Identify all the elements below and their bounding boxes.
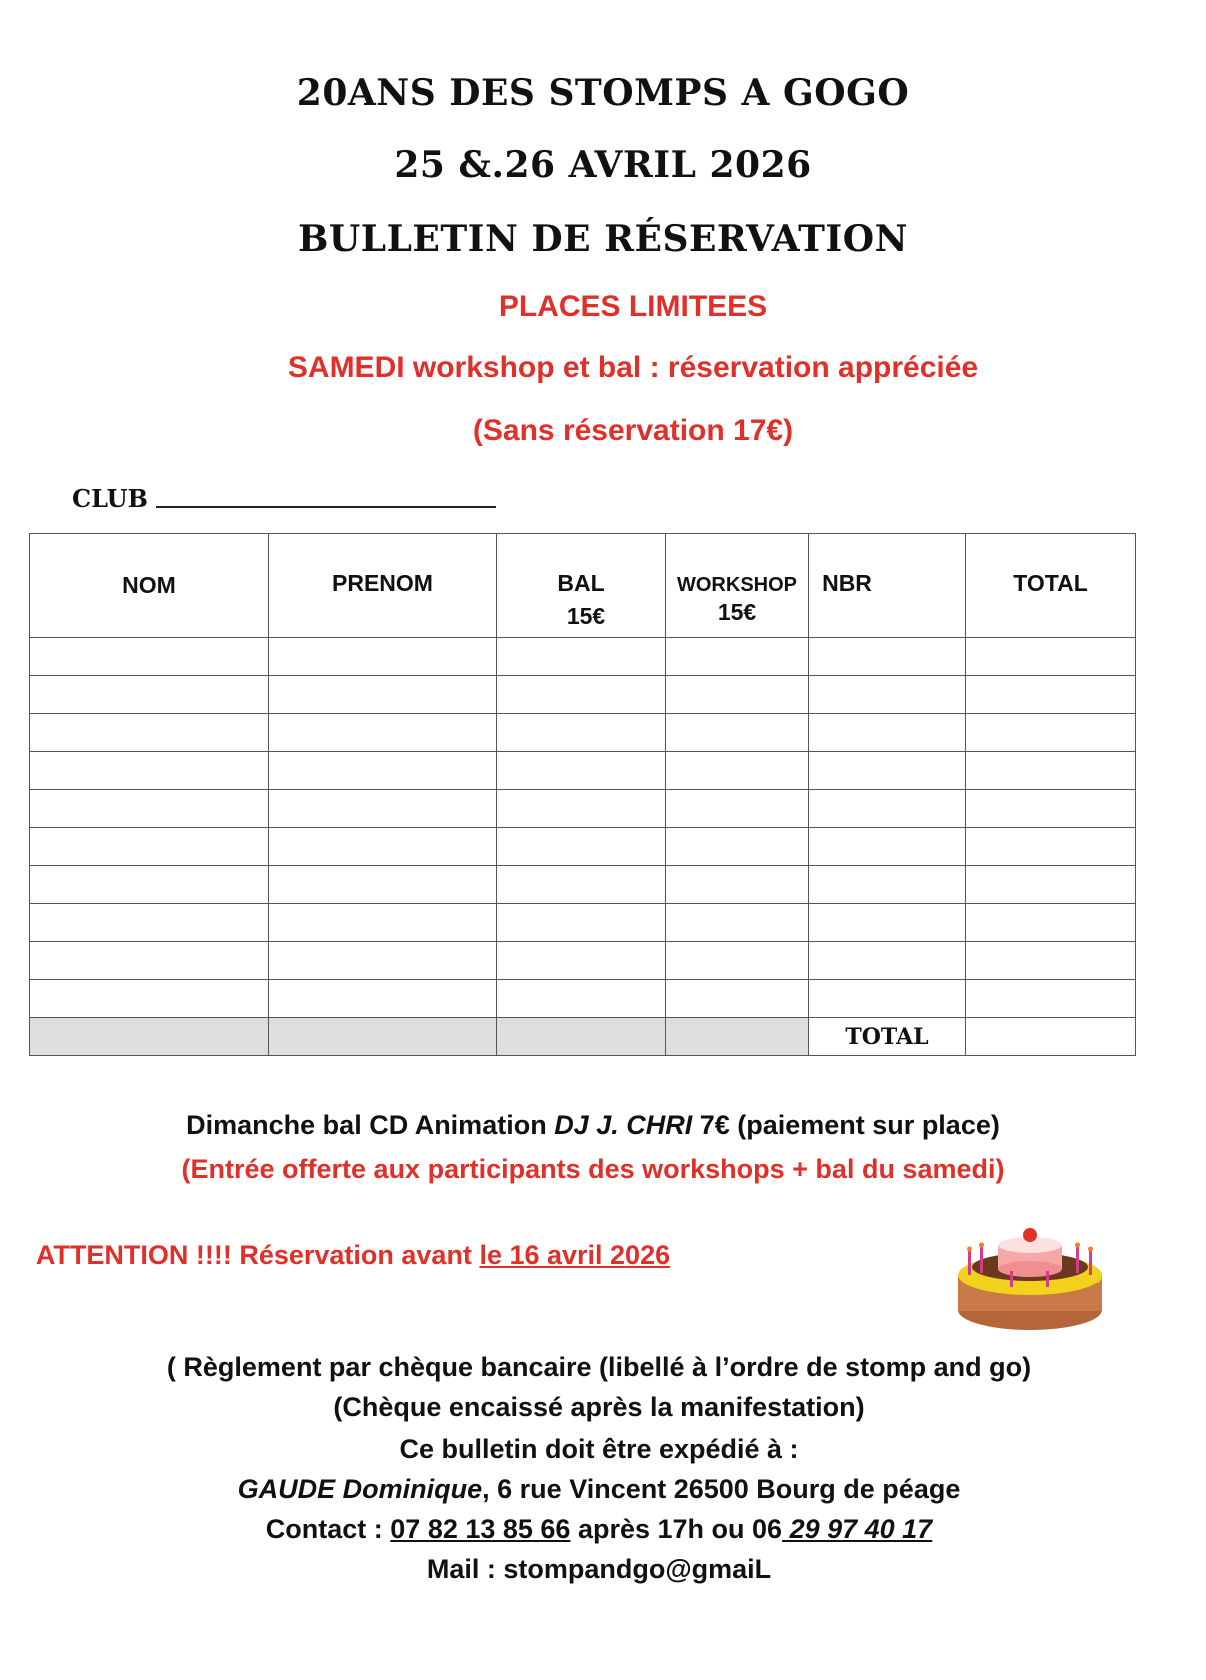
table-row xyxy=(30,752,1136,790)
table-cell[interactable] xyxy=(666,904,809,942)
attention-line: ATTENTION !!!! Réservation avant le 16 avril 2026 xyxy=(35,1240,671,1270)
header-total: TOTAL xyxy=(966,534,1136,638)
table-cell[interactable] xyxy=(269,828,497,866)
table-row xyxy=(30,714,1136,752)
table-cell[interactable] xyxy=(966,828,1136,866)
table-cell[interactable] xyxy=(269,676,497,714)
header-prenom: PRENOM xyxy=(269,534,497,638)
table-row xyxy=(30,676,1136,714)
table-cell[interactable] xyxy=(30,828,269,866)
table-cell[interactable] xyxy=(809,980,966,1018)
table-cell[interactable] xyxy=(269,980,497,1018)
table-cell[interactable] xyxy=(809,752,966,790)
table-cell[interactable] xyxy=(30,904,269,942)
table-cell[interactable] xyxy=(30,980,269,1018)
header-nbr: NBR xyxy=(809,534,966,638)
table-cell[interactable] xyxy=(497,904,666,942)
table-row xyxy=(30,638,1136,676)
table-total-row xyxy=(30,1018,1136,1056)
table-cell[interactable] xyxy=(497,676,666,714)
total-row-cell xyxy=(269,1018,497,1056)
club-input-line[interactable] xyxy=(156,506,496,508)
dimanche-line: Dimanche bal CD Animation DJ J. CHRI 7€ (paiement sur place) xyxy=(186,1110,1000,1140)
title-line-1: 20ANS DES STOMPS A GOGO xyxy=(296,72,910,114)
expedie-line: Ce bulletin doit être expédié à : xyxy=(399,1434,799,1464)
table-cell[interactable] xyxy=(269,714,497,752)
samedi-notice: SAMEDI workshop et bal : réservation appréciée xyxy=(287,351,979,384)
table-cell[interactable] xyxy=(497,942,666,980)
phone-2[interactable]: 29 97 40 17 xyxy=(782,1514,933,1544)
phone-1[interactable]: 07 82 13 85 66 xyxy=(390,1514,571,1544)
sans-reservation: (Sans réservation 17€) xyxy=(472,414,794,447)
table-cell[interactable] xyxy=(30,714,269,752)
title-line-2: 25 &.26 AVRIL 2026 xyxy=(394,144,812,186)
table-cell[interactable] xyxy=(966,790,1136,828)
table-cell[interactable] xyxy=(809,676,966,714)
table-cell[interactable] xyxy=(497,980,666,1018)
grand-total-label: TOTAL xyxy=(809,1018,966,1056)
address-line: GAUDE Dominique, 6 rue Vincent 26500 Bourg de péage xyxy=(237,1474,961,1504)
table-row xyxy=(30,790,1136,828)
table-cell[interactable] xyxy=(809,714,966,752)
table-cell[interactable] xyxy=(30,942,269,980)
table-cell[interactable] xyxy=(30,752,269,790)
table-header-row xyxy=(30,534,1136,638)
table-cell[interactable] xyxy=(666,790,809,828)
table-cell[interactable] xyxy=(269,942,497,980)
table-cell[interactable] xyxy=(30,790,269,828)
table-cell[interactable] xyxy=(269,866,497,904)
reservation-table xyxy=(29,533,1136,1056)
table-cell[interactable] xyxy=(30,638,269,676)
table-cell[interactable] xyxy=(497,866,666,904)
table-cell[interactable] xyxy=(497,828,666,866)
table-cell[interactable] xyxy=(497,790,666,828)
table-cell[interactable] xyxy=(966,980,1136,1018)
total-row-cell xyxy=(666,1018,809,1056)
table-cell[interactable] xyxy=(966,638,1136,676)
table-cell[interactable] xyxy=(809,790,966,828)
table-row xyxy=(30,942,1136,980)
grand-total-cell[interactable] xyxy=(966,1018,1136,1056)
table-row xyxy=(30,866,1136,904)
table-cell[interactable] xyxy=(809,828,966,866)
table-cell[interactable] xyxy=(966,866,1136,904)
table-cell[interactable] xyxy=(269,752,497,790)
table-cell[interactable] xyxy=(666,828,809,866)
table-row xyxy=(30,980,1136,1018)
cheque-line: (Chèque encaissé après la manifestation) xyxy=(333,1392,865,1422)
table-cell[interactable] xyxy=(30,676,269,714)
club-label: CLUB xyxy=(72,484,148,513)
total-row-cell xyxy=(497,1018,666,1056)
table-cell[interactable] xyxy=(30,866,269,904)
table-cell[interactable] xyxy=(666,866,809,904)
table-cell[interactable] xyxy=(966,714,1136,752)
table-cell[interactable] xyxy=(666,638,809,676)
table-cell[interactable] xyxy=(966,752,1136,790)
table-cell[interactable] xyxy=(666,752,809,790)
table-cell[interactable] xyxy=(966,904,1136,942)
table-cell[interactable] xyxy=(497,638,666,676)
table-cell[interactable] xyxy=(666,714,809,752)
birthday-cake-icon xyxy=(950,1205,1110,1335)
table-cell[interactable] xyxy=(666,980,809,1018)
table-cell[interactable] xyxy=(497,714,666,752)
table-cell[interactable] xyxy=(966,942,1136,980)
title-line-3: BULLETIN DE RÉSERVATION xyxy=(297,218,909,260)
table-cell[interactable] xyxy=(497,752,666,790)
table-cell[interactable] xyxy=(809,942,966,980)
table-cell[interactable] xyxy=(269,638,497,676)
mail-line[interactable]: Mail : stompandgo@gmaiL xyxy=(426,1554,772,1584)
table-cell[interactable] xyxy=(809,638,966,676)
table-cell[interactable] xyxy=(809,866,966,904)
table-cell[interactable] xyxy=(809,904,966,942)
contact-line: Contact : 07 82 13 85 66 après 17h ou 06 29 97 40 17 xyxy=(265,1514,933,1544)
table-cell[interactable] xyxy=(966,676,1136,714)
table-cell[interactable] xyxy=(666,942,809,980)
total-row-cell xyxy=(30,1018,269,1056)
header-nom: NOM xyxy=(30,534,269,638)
table-cell[interactable] xyxy=(269,790,497,828)
table-row xyxy=(30,904,1136,942)
table-cell[interactable] xyxy=(269,904,497,942)
table-row xyxy=(30,828,1136,866)
entree-offerte: (Entrée offerte aux participants des workshops + bal du samedi) xyxy=(181,1154,1005,1184)
reglement-line: ( Règlement par chèque bancaire (libellé à l’ordre de stomp and go) xyxy=(166,1352,1032,1382)
table-cell[interactable] xyxy=(666,676,809,714)
header-bal: BAL 15€ xyxy=(497,534,666,638)
header-workshop: WORKSHOP 15€ xyxy=(666,534,809,638)
places-limitees: PLACES LIMITEES xyxy=(498,290,768,323)
